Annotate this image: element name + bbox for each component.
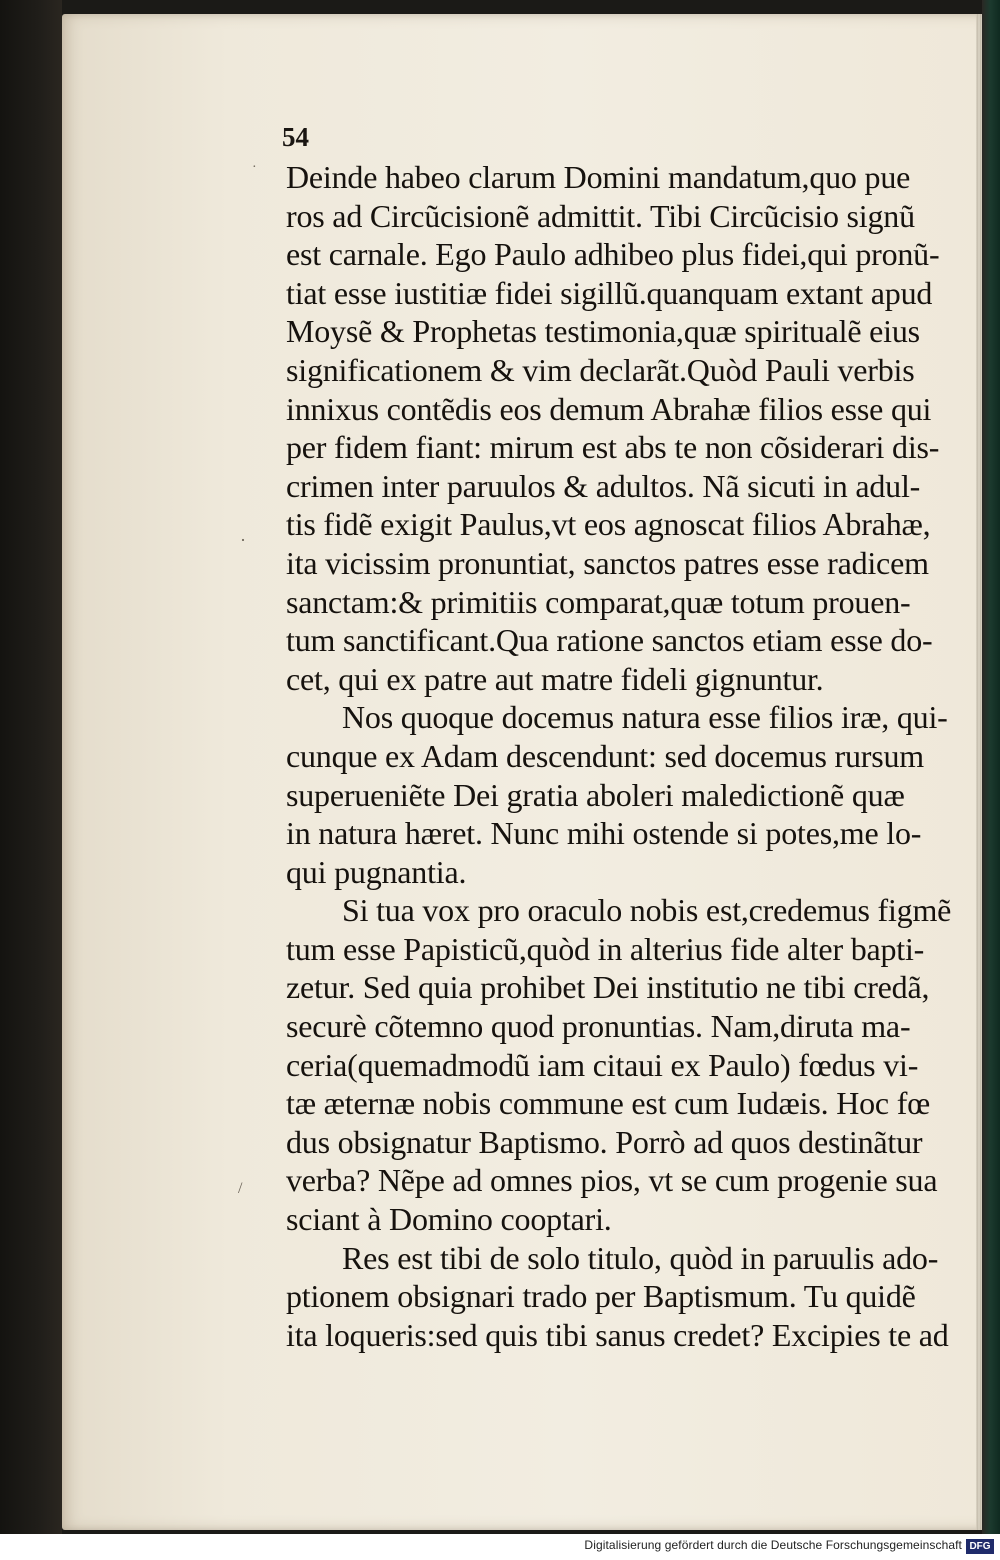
text-line: Si tua vox pro oraculo nobis est,credemus figmẽ [342, 892, 952, 929]
text-line: tis fidẽ exigit Paulus,vt eos agnoscat filios Abrahæ, [286, 506, 931, 543]
text-line: tiat esse iustitiæ fidei sigillũ.quanquam extant apud [286, 274, 933, 311]
text-line: superueniẽte Dei gratia aboleri maledictionẽ quæ [286, 776, 905, 813]
text-line: ros ad Circũcisionẽ admittit. Tibi Circũcisio signũ [286, 197, 915, 234]
digitization-credit: Digitalisierung gefördert durch die Deutsche Forschungsgemeinschaft [584, 1538, 962, 1552]
text-line: sanctam:& primitiis comparat,quæ totum prouen- [286, 583, 911, 620]
text-line: ceria(quemadmodũ iam citaui ex Paulo) fœdus vi- [286, 1046, 919, 1083]
text-line: tum esse Papisticũ,quòd in alterius fide alter bapti- [286, 930, 925, 967]
text-line: dus obsignatur Baptismo. Porrò ad quos destinãtur [286, 1123, 923, 1160]
text-line: ita loqueris:sed quis tibi sanus credet? Excipies te ad [286, 1316, 949, 1353]
text-line: Res est tibi de solo titulo, quòd in paruulis ado- [342, 1239, 939, 1276]
dfg-logo: DFG [966, 1539, 994, 1554]
text-line: per fidem fiant: mirum est abs te non cõsiderari dis- [286, 429, 940, 466]
text-line: innixus contẽdis eos demum Abrahæ filios esse qui [286, 390, 932, 427]
text-line: tæ æternæ nobis commune est cum Iudæis. Hoc fœ [286, 1085, 931, 1122]
margin-mark: · [252, 160, 257, 175]
text-line: in natura hæret. Nunc mihi ostende si potes,me lo- [286, 815, 922, 852]
book-binding-left [0, 0, 62, 1560]
text-line: est carnale. Ego Paulo adhibeo plus fidei,qui pronũ- [286, 236, 940, 273]
text-line: Deinde habeo clarum Domini mandatum,quo pue [286, 159, 911, 195]
text-line: crimen inter paruulos & adultos. Nã sicuti in adul- [286, 467, 921, 504]
text-line: cet, qui ex patre aut matre fideli gignuntur. [286, 660, 824, 697]
text-line: ptionem obsignari trado per Baptismum. Tu quidẽ [286, 1278, 916, 1315]
text-line: zetur. Sed quia prohibet Dei institutio ne tibi credã, [286, 969, 930, 1006]
page-text [286, 158, 986, 1354]
footer-bar [0, 1534, 1000, 1560]
text-line: significationem & vim declarãt.Quòd Pauli verbis [286, 351, 915, 388]
text-line: sciant à Domino cooptari. [286, 1201, 612, 1238]
margin-mark: / [238, 1180, 243, 1197]
text-line: qui pugnantia. [286, 853, 467, 890]
text-line: Nos quoque docemus natura esse filios iræ, qui- [342, 699, 948, 736]
page-number: 54 [282, 122, 309, 152]
text-line: cunque ex Adam descendunt: sed docemus rursum [286, 737, 924, 774]
text-line: tum sanctificant.Qua ratione sanctos etiam esse do- [286, 622, 933, 659]
text-line: securè cõtemno quod pronuntias. Nam,diruta ma- [286, 1008, 911, 1045]
text-line: Moysẽ & Prophetas testimonia,quæ spiritualẽ eius [286, 313, 920, 350]
text-line: verba? Nẽpe ad omnes pios, vt se cum progenie sua [286, 1162, 938, 1199]
text-line: ita vicissim pronuntiat, sanctos patres esse radicem [286, 544, 929, 581]
margin-mark: · [240, 530, 246, 550]
